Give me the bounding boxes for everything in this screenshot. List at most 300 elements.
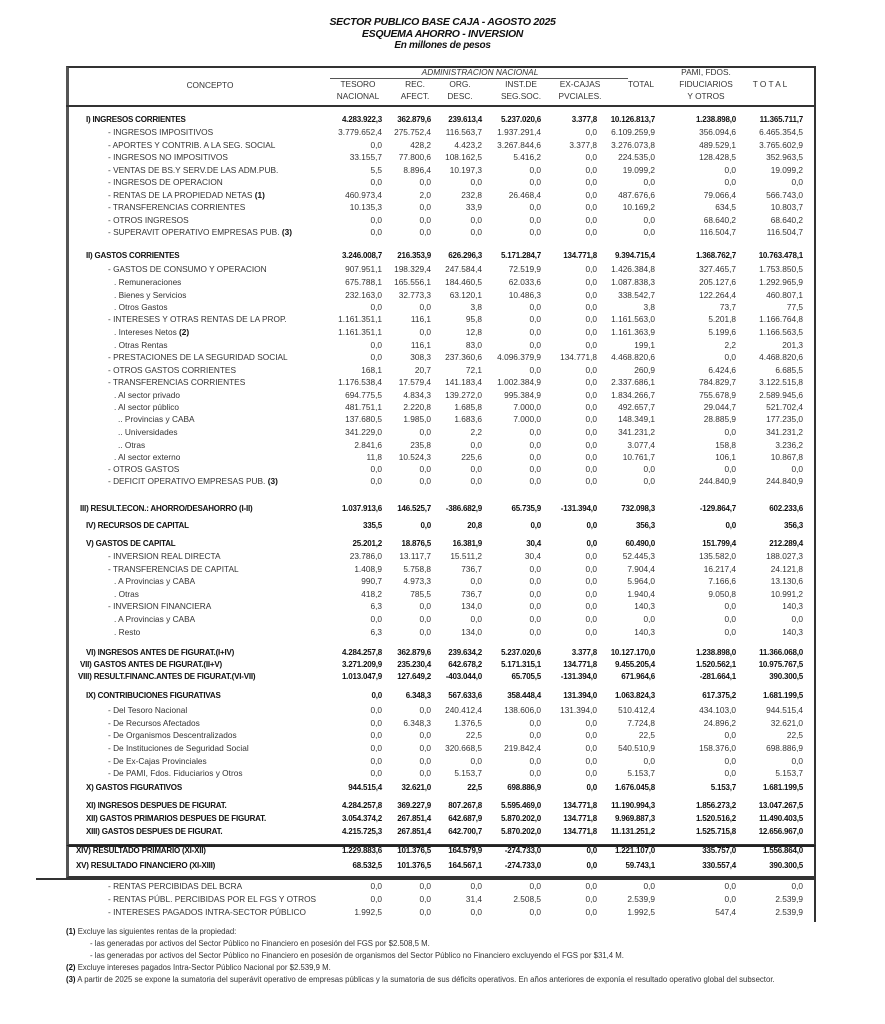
cell-col-3: 0,0 — [470, 440, 482, 450]
cell-col-7: 1.238.898,0 — [695, 115, 736, 124]
cell-col-1: 6,3 — [370, 601, 382, 611]
table-row — [0, 600, 885, 612]
cell-col-7: 0,0 — [724, 768, 736, 778]
cell-col-4: 0,0 — [529, 427, 541, 437]
cell-col-2: 146.525,7 — [397, 504, 431, 513]
cell-col-7: 0,0 — [724, 464, 736, 474]
row-label: - APORTES Y CONTRIB. A LA SEG. SOCIAL — [108, 140, 276, 150]
cell-col-1: 0,0 — [370, 705, 382, 715]
table-row — [0, 389, 885, 401]
cell-col-4: 3.267.844,6 — [497, 140, 541, 150]
cell-col-4: 10.486,3 — [508, 290, 541, 300]
cell-col-5: 134.771,8 — [563, 660, 597, 669]
cell-col-5: 0,0 — [585, 756, 597, 766]
cell-col-6: 0,0 — [643, 215, 655, 225]
cell-col-3: 1.683,6 — [454, 414, 482, 424]
row-label: - DEFICIT OPERATIVO EMPRESAS PUB. (3) — [108, 476, 278, 486]
column-header-7-l3: Y OTROS — [687, 91, 725, 101]
cell-col-2: 18.876,5 — [401, 539, 431, 548]
cell-col-6: 59.743,1 — [625, 861, 655, 870]
cell-col-4: 4.096.379,9 — [497, 352, 541, 362]
cell-col-8: 356,3 — [783, 521, 803, 530]
cell-col-4: 995.384,9 — [504, 390, 541, 400]
cell-col-8: 177.235,0 — [766, 414, 803, 424]
table-row — [0, 164, 885, 176]
cell-col-7: 5.199,6 — [708, 327, 736, 337]
cell-col-6: 2.337.686,1 — [611, 377, 655, 387]
cell-col-2: 5.758,8 — [403, 564, 431, 574]
table-row — [0, 226, 885, 238]
cell-col-8: 698.886,9 — [766, 743, 803, 753]
cell-col-8: 0,0 — [791, 177, 803, 187]
cell-col-4: 0,0 — [529, 440, 541, 450]
cell-col-2: 2,0 — [419, 190, 431, 200]
row-label: - De Organismos Descentralizados — [108, 730, 237, 740]
cell-col-2: 362.879,6 — [397, 115, 431, 124]
cell-col-5: 0,0 — [585, 907, 597, 917]
cell-col-4: 1.002.384,9 — [497, 377, 541, 387]
cell-col-7: 79.066,4 — [703, 190, 736, 200]
cell-col-8: 566.743,0 — [766, 190, 803, 200]
cell-col-8: 140,3 — [782, 601, 803, 611]
cell-col-1: 168,1 — [361, 365, 382, 375]
cell-col-8: 1.681.199,5 — [762, 691, 803, 700]
cell-col-8: 32.621,0 — [770, 718, 803, 728]
cell-col-4: 7.000,0 — [513, 402, 541, 412]
cell-col-5: 0,0 — [585, 452, 597, 462]
cell-col-4: 0,0 — [529, 452, 541, 462]
cell-col-3: 0,0 — [470, 177, 482, 187]
cell-col-4: 0,0 — [529, 314, 541, 324]
cell-col-4: 5.171.315,1 — [500, 660, 541, 669]
table-row — [0, 201, 885, 213]
cell-col-6: 260,9 — [634, 365, 655, 375]
row-label: - TRANSFERENCIAS CORRIENTES — [108, 202, 246, 212]
column-header-2-l1: REC. — [405, 79, 425, 89]
cell-col-2: 0,0 — [419, 427, 431, 437]
cell-col-7: 0,0 — [724, 614, 736, 624]
cell-col-5: 0,0 — [585, 290, 597, 300]
cell-col-5: 134.771,8 — [563, 827, 597, 836]
cell-col-2: 369.227,9 — [397, 801, 431, 810]
cell-col-1: 0,0 — [370, 352, 382, 362]
table-row — [0, 364, 885, 376]
cell-col-3: 108.162,5 — [445, 152, 482, 162]
table-row — [0, 767, 885, 779]
footnote-ref: (3) — [267, 476, 278, 486]
cell-col-1: 23.786,0 — [349, 551, 382, 561]
table-row — [0, 906, 885, 918]
cell-col-3: 164.579,9 — [448, 846, 482, 855]
column-header-5-l2: PVCIALES. — [558, 91, 602, 101]
cell-col-6: 0,0 — [643, 476, 655, 486]
cell-col-6: 540.510,9 — [618, 743, 655, 753]
table-row — [0, 503, 885, 515]
cell-col-3: -386.682,9 — [445, 504, 482, 513]
cell-col-1: 0,0 — [370, 340, 382, 350]
cell-col-7: -281.664,1 — [699, 672, 736, 681]
cell-col-8: 0,0 — [791, 756, 803, 766]
cell-col-8: 3.765.602,9 — [759, 140, 803, 150]
cell-col-1: 4.215.725,3 — [341, 827, 382, 836]
cell-col-4: 0,0 — [529, 564, 541, 574]
row-label: . Bienes y Servicios — [114, 290, 187, 300]
row-label: - INVERSION REAL DIRECTA — [108, 551, 221, 561]
table-row — [0, 176, 885, 188]
cell-col-6: 3.276.073,8 — [611, 140, 655, 150]
row-label: - OTROS INGRESOS — [108, 215, 189, 225]
cell-col-8: 1.681.199,5 — [762, 783, 803, 792]
cell-col-2: 0,0 — [419, 881, 431, 891]
row-label: - VENTAS DE BS.Y SERV.DE LAS ADM.PUB. — [108, 165, 279, 175]
cell-col-2: 1.985,0 — [403, 414, 431, 424]
cell-col-3: 15.511,2 — [450, 551, 482, 561]
cell-col-8: 77,5 — [786, 302, 803, 312]
row-label: - TRANSFERENCIAS CORRIENTES — [108, 377, 246, 387]
cell-col-8: 390.300,5 — [769, 861, 803, 870]
cell-col-8: 1.166.563,5 — [759, 327, 803, 337]
cell-col-7: 244.840,9 — [699, 476, 736, 486]
row-label: . Intereses Netos (2) — [114, 327, 190, 337]
cell-col-3: 232,8 — [461, 190, 482, 200]
table-row — [0, 250, 885, 262]
row-label: .. Otras — [118, 440, 146, 450]
table-row — [0, 351, 885, 363]
cell-col-6: 671.964,6 — [621, 672, 655, 681]
cell-col-1: 1.013.047,9 — [341, 672, 382, 681]
cell-col-6: 1.221.107,0 — [614, 846, 655, 855]
cell-col-1: 335,5 — [362, 521, 382, 530]
table-row — [0, 413, 885, 425]
row-label: - RENTAS PÚBL. PERCIBIDAS POR EL FGS Y OTROS — [108, 894, 317, 904]
row-label: XIII) GASTOS DESPUES DE FIGURAT. — [86, 827, 223, 836]
row-label: - INGRESOS NO IMPOSITIVOS — [108, 152, 228, 162]
cell-col-6: 6.109.259,9 — [611, 127, 655, 137]
cell-col-2: 308,3 — [410, 352, 431, 362]
table-row — [0, 671, 885, 683]
cell-col-8: 244.840,9 — [766, 476, 803, 486]
cell-col-6: 9.969.887,3 — [614, 814, 655, 823]
row-label: - RENTAS DE LA PROPIEDAD NETAS (1) — [108, 190, 265, 200]
cell-col-8: 140,3 — [782, 627, 803, 637]
cell-col-7: 617.375,2 — [702, 691, 736, 700]
row-label: VII) GASTOS ANTES DE FIGURAT.(II+V) — [80, 660, 222, 669]
cell-col-4: 0,0 — [529, 756, 541, 766]
cell-col-5: 0,0 — [585, 743, 597, 753]
cell-col-8: 188.027,3 — [766, 551, 803, 561]
cell-col-3: 5.153,7 — [454, 768, 482, 778]
cell-col-3: 247.584,4 — [445, 264, 482, 274]
cell-col-3: 22,5 — [467, 783, 482, 792]
cell-col-7: 0,0 — [724, 627, 736, 637]
cell-col-4: 5.237.020,6 — [500, 115, 541, 124]
row-label: - Del Tesoro Nacional — [108, 705, 188, 715]
cell-col-1: 944.515,4 — [348, 783, 382, 792]
cell-col-4: 5.416,2 — [513, 152, 541, 162]
cell-col-3: 31,4 — [465, 894, 482, 904]
cell-col-6: 1.063.824,3 — [614, 691, 655, 700]
cell-col-1: 3.054.374,2 — [341, 814, 382, 823]
cell-col-3: 184.460,5 — [445, 277, 482, 287]
cell-col-3: 626.296,3 — [448, 251, 482, 260]
cell-col-4: 0,0 — [529, 327, 541, 337]
cell-col-1: 0,0 — [370, 302, 382, 312]
cell-col-8: 116.504,7 — [766, 227, 803, 237]
cell-col-4: -274.733,0 — [504, 846, 541, 855]
cell-col-2: 0,0 — [419, 601, 431, 611]
table-row — [0, 151, 885, 163]
table-row — [0, 301, 885, 313]
cell-col-1: 0,0 — [371, 691, 382, 700]
cell-col-1: 0,0 — [370, 464, 382, 474]
cell-col-3: 141.183,4 — [445, 377, 482, 387]
cell-col-5: 0,0 — [585, 718, 597, 728]
footnotes — [66, 926, 826, 986]
table-row — [0, 659, 885, 671]
column-header-1-l1: TESORO — [340, 79, 376, 89]
cell-col-1: 1.992,5 — [354, 907, 382, 917]
cell-col-4: 0,0 — [529, 907, 541, 917]
cell-col-7: 1.856.273,2 — [695, 801, 736, 810]
cell-col-7: 0,0 — [724, 427, 736, 437]
table-row — [0, 550, 885, 562]
cell-col-8: 10.867,8 — [770, 452, 803, 462]
column-header-4-l1: INST.DE — [505, 79, 537, 89]
cell-col-1: 1.037.913,6 — [341, 504, 382, 513]
cell-col-7: 24.896,2 — [703, 718, 736, 728]
cell-col-4: 0,0 — [529, 601, 541, 611]
cell-col-4: 65.735,9 — [511, 504, 541, 513]
cell-col-6: 510.412,4 — [618, 705, 655, 715]
cell-col-3: 164.567,1 — [448, 861, 482, 870]
cell-col-5: 0,0 — [586, 846, 597, 855]
cell-col-1: 33.155,7 — [349, 152, 382, 162]
cell-col-3: 239.613,4 — [448, 115, 482, 124]
report-title — [0, 16, 885, 52]
cell-col-7: 0,0 — [724, 165, 736, 175]
cell-col-6: 52.445,3 — [622, 551, 655, 561]
cell-col-4: 0,0 — [529, 302, 541, 312]
cell-col-3: 0,0 — [470, 756, 482, 766]
column-header-7-l1: PAMI, FDOS. — [681, 67, 731, 77]
cell-col-7: 151.799,4 — [702, 539, 736, 548]
cell-col-7: 335.757,0 — [702, 846, 736, 855]
cell-col-6: 11.190.994,3 — [611, 801, 655, 810]
cell-col-5: 0,0 — [585, 476, 597, 486]
cell-col-8: 10.991,2 — [770, 589, 803, 599]
cell-col-4: 0,0 — [529, 227, 541, 237]
cell-col-3: 0,0 — [470, 227, 482, 237]
cell-col-5: 0,0 — [585, 277, 597, 287]
table-row — [0, 214, 885, 226]
cell-col-6: 140,3 — [634, 627, 655, 637]
cell-col-5: 3.377,8 — [571, 115, 597, 124]
table-row — [0, 755, 885, 767]
cell-col-2: 0,0 — [419, 743, 431, 753]
cell-col-3: 12,8 — [465, 327, 482, 337]
cell-col-2: 267.851,4 — [397, 814, 431, 823]
cell-col-4: 5.171.284,7 — [500, 251, 541, 260]
table-row — [0, 575, 885, 587]
cell-col-8: 3.236,2 — [775, 440, 803, 450]
footnote-1b: - las generadas por activos del Sector Público no Financiero en posesión de organismos del Sector Público no Financiero excluyendo el FGS por $31,4 M. — [90, 951, 624, 960]
cell-col-5: 0,0 — [585, 177, 597, 187]
table-row — [0, 126, 885, 138]
cell-col-1: 694.775,5 — [345, 390, 382, 400]
cell-col-6: 0,0 — [643, 227, 655, 237]
cell-col-6: 492.657,7 — [618, 402, 655, 412]
footnote-ref: (2) — [179, 327, 190, 337]
cell-col-5: 0,0 — [585, 464, 597, 474]
row-label: . Al sector privado — [114, 390, 180, 400]
cell-col-5: 0,0 — [585, 440, 597, 450]
cell-col-6: 732.098,3 — [621, 504, 655, 513]
cell-col-3: 0,0 — [470, 907, 482, 917]
cell-col-1: 1.229.883,6 — [341, 846, 382, 855]
cell-col-5: 0,0 — [585, 314, 597, 324]
table-row — [0, 475, 885, 487]
column-header-2-l2: AFECT. — [400, 91, 430, 101]
row-label: . Otros Gastos — [114, 302, 168, 312]
cell-col-2: 101.376,5 — [397, 846, 431, 855]
cell-col-5: 0,0 — [585, 152, 597, 162]
cell-col-1: 68.532,5 — [352, 861, 382, 870]
row-label: . A Provincias y CABA — [114, 614, 196, 624]
table-row — [0, 339, 885, 351]
cell-col-6: 5.964,0 — [627, 576, 655, 586]
table-row — [0, 313, 885, 325]
cell-col-2: 235,8 — [410, 440, 431, 450]
cell-col-5: 0,0 — [586, 783, 597, 792]
cell-col-2: 275.752,4 — [394, 127, 431, 137]
cell-col-7: 0,0 — [724, 601, 736, 611]
table-row — [0, 426, 885, 438]
cell-col-2: 165.556,1 — [394, 277, 431, 287]
cell-col-4: 62.033,6 — [508, 277, 541, 287]
cell-col-4: 0,0 — [529, 177, 541, 187]
cell-col-3: 83,0 — [465, 340, 482, 350]
cell-col-5: 0,0 — [585, 614, 597, 624]
cell-col-7: 9.050,8 — [708, 589, 736, 599]
cell-col-3: 0,0 — [470, 614, 482, 624]
cell-col-3: 1.685,8 — [454, 402, 482, 412]
row-label: - INTERESES PAGADOS INTRA-SECTOR PÚBLICO — [108, 907, 306, 917]
cell-col-2: 4.973,3 — [403, 576, 431, 586]
cell-col-7: 0,0 — [724, 177, 736, 187]
cell-col-4: 0,0 — [529, 464, 541, 474]
cell-col-7: 0,0 — [724, 352, 736, 362]
cell-col-7: 2,2 — [724, 340, 736, 350]
cell-col-4: 0,0 — [529, 881, 541, 891]
table-row — [0, 189, 885, 201]
cell-col-7: 116.504,7 — [699, 227, 736, 237]
cell-col-8: 0,0 — [791, 614, 803, 624]
row-label: VIII) RESULT.FINANC.ANTES DE FIGURAT.(VI-VII) — [78, 672, 256, 681]
cell-col-1: 5,5 — [370, 165, 382, 175]
cell-col-3: 2,2 — [470, 427, 482, 437]
table-row — [0, 826, 885, 838]
title-line-2: ESQUEMA AHORRO - INVERSION — [361, 28, 524, 40]
cell-col-1: 3.779.652,4 — [338, 127, 382, 137]
cell-col-6: 199,1 — [634, 340, 655, 350]
cell-col-8: 2.539,9 — [775, 907, 803, 917]
cell-col-3: 225,6 — [461, 452, 482, 462]
cell-col-1: 4.283.922,3 — [341, 115, 382, 124]
row-label: . Al sector externo — [114, 452, 181, 462]
header-concepto: CONCEPTO — [186, 80, 234, 90]
column-header-1-l2: NACIONAL — [336, 91, 380, 101]
table-row — [0, 647, 885, 659]
cell-col-4: 0,0 — [529, 365, 541, 375]
cell-col-5: 0,0 — [585, 427, 597, 437]
cell-col-6: 5.153,7 — [627, 768, 655, 778]
cell-col-7: 28.885,9 — [703, 414, 736, 424]
cell-col-6: 356,3 — [635, 521, 655, 530]
cell-col-2: 0,0 — [419, 202, 431, 212]
cell-col-7: 434.103,0 — [699, 705, 736, 715]
cell-col-2: 6.348,3 — [405, 691, 431, 700]
cell-col-3: 10.197,3 — [449, 165, 482, 175]
column-header-3-l2: DESC. — [447, 91, 473, 101]
table-row — [0, 813, 885, 825]
cell-col-5: 0,0 — [585, 327, 597, 337]
cell-col-7: 128.428,5 — [699, 152, 736, 162]
cell-col-5: 0,0 — [585, 576, 597, 586]
cell-col-6: 22,5 — [638, 730, 655, 740]
row-label: - De PAMI, Fdos. Fiduciarios y Otros — [108, 768, 243, 778]
cell-col-7: 0,0 — [725, 521, 736, 530]
row-label: XI) INGRESOS DESPUES DE FIGURAT. — [86, 801, 227, 810]
cell-col-6: 3.077,4 — [627, 440, 655, 450]
cell-col-3: 16.381,9 — [452, 539, 482, 548]
cell-col-4: 5.237.020,6 — [500, 648, 541, 657]
table-row — [0, 463, 885, 475]
column-header-7-l2: FIDUCIARIOS — [679, 79, 733, 89]
cell-col-3: 0,0 — [470, 576, 482, 586]
table-row — [0, 439, 885, 451]
cell-col-4: 0,0 — [529, 768, 541, 778]
cell-col-8: 19.099,2 — [770, 165, 803, 175]
cell-col-2: 32.621,0 — [401, 783, 431, 792]
cell-col-6: 0,0 — [643, 177, 655, 187]
cell-col-6: 3,8 — [643, 302, 655, 312]
cell-col-8: 3.122.515,8 — [759, 377, 803, 387]
cell-col-4: 138.606,0 — [504, 705, 541, 715]
cell-col-6: 10.126.813,7 — [610, 115, 655, 124]
cell-col-6: 10.169,2 — [622, 202, 655, 212]
row-label: . Resto — [114, 627, 141, 637]
table-row — [0, 860, 885, 872]
cell-col-6: 0,0 — [643, 881, 655, 891]
cell-col-6: 60.490,0 — [625, 539, 655, 548]
cell-col-1: 1.161.351,1 — [338, 327, 382, 337]
cell-col-2: 198.329,4 — [394, 264, 431, 274]
cell-col-7: 489.529,1 — [699, 140, 736, 150]
cell-col-8: 390.300,5 — [769, 672, 803, 681]
row-label: VI) INGRESOS ANTES DE FIGURAT.(I+IV) — [86, 648, 235, 657]
cell-col-4: 0,0 — [529, 730, 541, 740]
cell-col-6: 148.349,1 — [618, 414, 655, 424]
cell-col-7: 68.640,2 — [703, 215, 736, 225]
cell-col-4: 358.448,4 — [507, 691, 541, 700]
cell-col-6: 0,0 — [643, 756, 655, 766]
cell-col-1: 0,0 — [370, 768, 382, 778]
cell-col-7: 7.166,6 — [708, 576, 736, 586]
cell-col-2: 0,0 — [419, 768, 431, 778]
cell-col-2: 116,1 — [410, 340, 431, 350]
row-label: - De Recursos Afectados — [108, 718, 200, 728]
cell-col-3: 4.423,2 — [454, 140, 482, 150]
